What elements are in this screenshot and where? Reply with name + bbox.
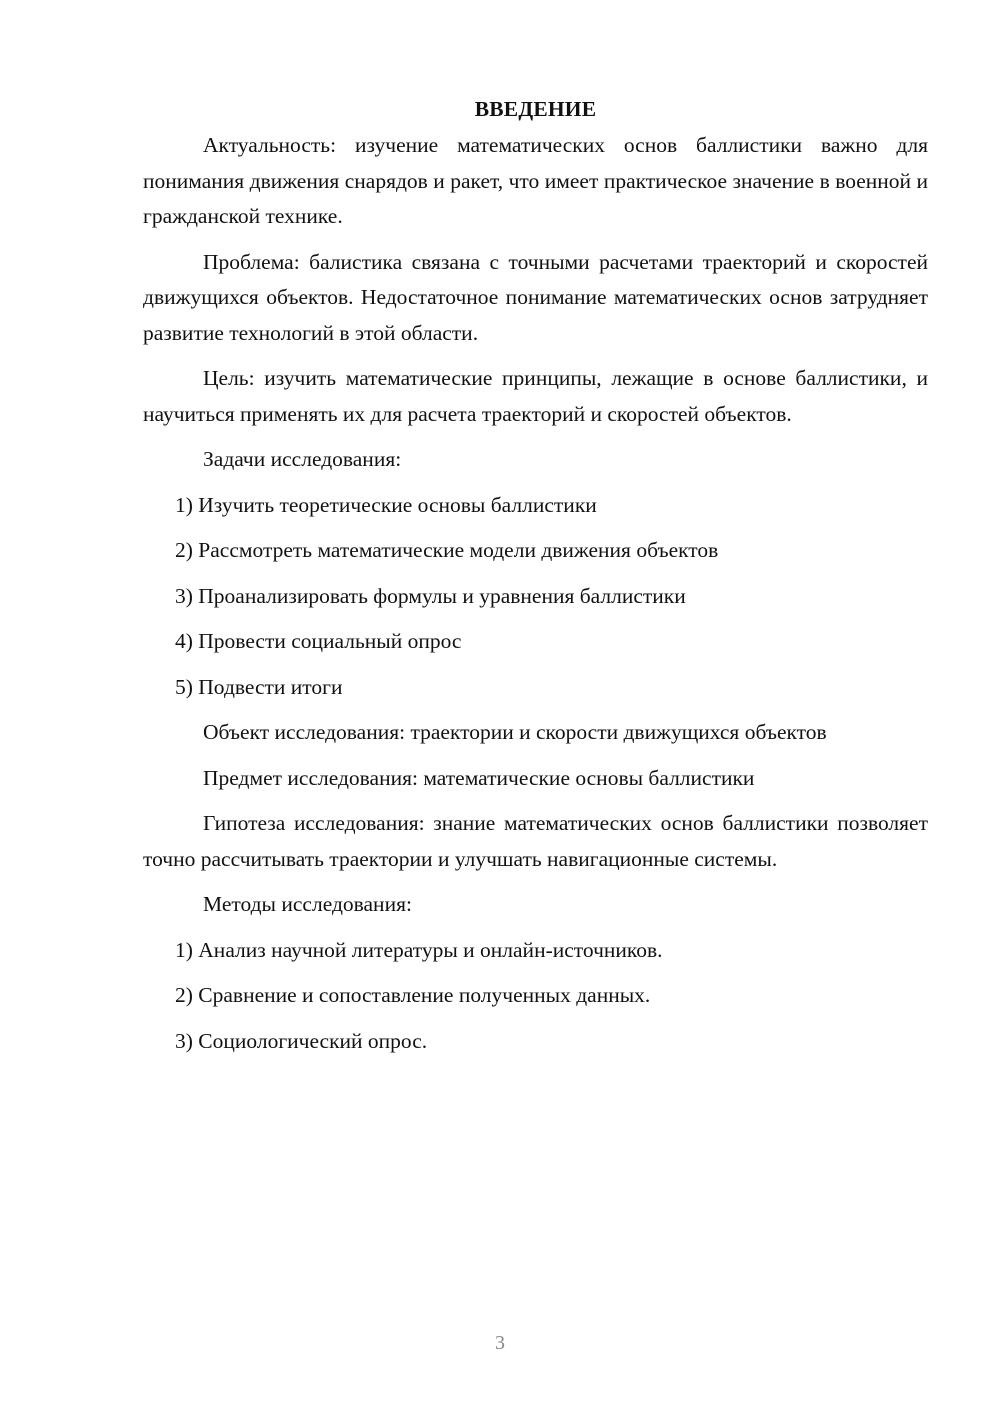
section-title: ВВЕДЕНИЕ <box>474 97 597 121</box>
goal-paragraph: Цель: изучить математические принципы, лежащие в основе баллистики, и научиться применять их для расчета траекторий и скоростей объектов. <box>143 366 928 426</box>
methods-heading: Методы исследования: <box>203 892 412 916</box>
task-item: 1) Изучить теоретические основы баллистики <box>175 492 597 517</box>
task-item: 5) Подвести итоги <box>175 674 343 699</box>
tasks-heading: Задачи исследования: <box>203 447 402 471</box>
task-item: 2) Рассмотреть математические модели движения объектов <box>175 538 719 562</box>
method-item: 1) Анализ научной литературы и онлайн-источников. <box>175 937 663 962</box>
task-item: 3) Проанализировать формулы и уравнения баллистики <box>175 583 686 608</box>
method-item: 3) Социологический опрос. <box>175 1028 428 1053</box>
task-item: 4) Провести социальный опрос <box>175 629 462 653</box>
subject-line: Предмет исследования: математические основы баллистики <box>203 765 755 790</box>
method-item: 2) Сравнение и сопоставление полученных данных. <box>175 983 651 1007</box>
document-page <box>143 92 928 1069</box>
page-number: 3 <box>495 1332 505 1354</box>
hypothesis-paragraph: Гипотеза исследования: знание математических основ баллистики позволяет точно рассчитывать траектории и улучшать навигационные системы. <box>143 811 928 871</box>
object-line: Объект исследования: траектории и скорости движущихся объектов <box>203 720 827 744</box>
problem-paragraph: Проблема: балистика связана с точными расчетами траекторий и скоростей движущихся объектов. Недостаточное понимание математических основ затрудняет развитие технологий в этой области. <box>143 249 928 345</box>
relevance-paragraph: Актуальность: изучение математических основ баллистики важно для понимания движения снарядов и ракет, что имеет практическое значение в военной и гражданской технике. <box>143 133 928 228</box>
